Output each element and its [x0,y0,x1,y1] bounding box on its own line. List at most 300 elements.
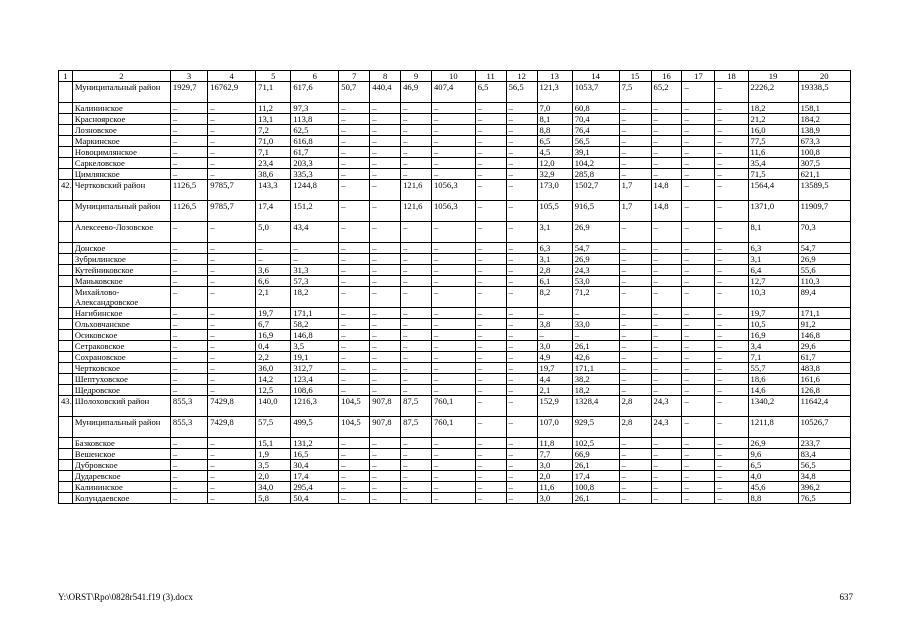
value-cell: – [682,287,715,308]
row-number-cell [59,158,73,169]
value-cell: – [401,471,432,482]
value-cell: 6,4 [748,265,798,276]
row-number-cell [59,276,73,287]
value-cell: 158,1 [798,103,850,114]
value-cell: – [715,265,748,276]
value-cell: – [475,265,506,276]
value-cell: 7,5 [619,82,651,103]
value-cell: 71,5 [748,169,798,180]
settlement-name-cell: Муниципальный район [72,417,170,438]
value-cell: – [401,136,432,147]
column-header: 19 [748,71,798,82]
row-number-cell [59,363,73,374]
value-cell: 11909,7 [798,201,850,222]
value-cell: – [682,471,715,482]
table-row [59,125,851,136]
value-cell: – [682,460,715,471]
value-cell: 171,1 [291,308,339,319]
value-cell: – [370,222,401,243]
settlement-name-cell: Муниципальный район [72,82,170,103]
value-cell: 6,3 [537,243,572,254]
settlement-name-cell: Шептуховское [72,374,170,385]
value-cell: – [208,385,256,396]
value-cell: 7,7 [537,449,572,460]
value-cell: – [682,385,715,396]
value-cell: 45,6 [748,482,798,493]
data-table-container [58,70,851,504]
settlement-name-cell: Чертковское [72,363,170,374]
value-cell: – [651,493,682,504]
value-cell: 8,8 [537,125,572,136]
table-body [59,71,851,504]
row-number-cell: 43. [59,396,73,417]
value-cell: – [370,482,401,493]
column-header: 4 [208,71,256,82]
table-row [59,460,851,471]
value-cell: – [339,471,370,482]
settlement-name-cell: Цимлянское [72,169,170,180]
value-cell: 24,3 [651,396,682,417]
value-cell: 56,5 [572,136,619,147]
value-cell: 295,4 [291,482,339,493]
value-cell: 2,8 [537,265,572,276]
settlement-name-cell: Лозновское [72,125,170,136]
value-cell: – [170,114,207,125]
value-cell: – [651,341,682,352]
value-cell: – [682,125,715,136]
row-number-cell [59,374,73,385]
value-cell: – [170,319,207,330]
table-row [59,308,851,319]
value-cell: – [475,308,506,319]
value-cell: 5,0 [256,222,291,243]
settlement-name-cell: Колундаевское [72,493,170,504]
value-cell: 907,8 [370,417,401,438]
value-cell: 7,2 [256,125,291,136]
value-cell: – [370,180,401,201]
settlement-name-cell: Вешенское [72,449,170,460]
settlement-name-cell: Калининское [72,103,170,114]
value-cell: – [682,493,715,504]
value-cell: – [401,438,432,449]
row-number-cell [59,287,73,308]
value-cell: – [475,222,506,243]
value-cell: 407,4 [432,82,476,103]
value-cell: – [682,449,715,460]
value-cell: 1328,4 [572,396,619,417]
value-cell: – [401,319,432,330]
value-cell: 285,8 [572,169,619,180]
value-cell: – [370,385,401,396]
value-cell: 1126,5 [170,180,207,201]
value-cell: 13,1 [256,114,291,125]
value-cell: – [339,103,370,114]
value-cell: – [715,169,748,180]
value-cell: – [619,493,651,504]
value-cell: – [715,493,748,504]
value-cell: – [651,169,682,180]
value-cell: 1502,7 [572,180,619,201]
value-cell: – [715,276,748,287]
table-row [59,222,851,243]
data-table [58,70,851,504]
settlement-name-cell: Шолоховский район [72,396,170,417]
value-cell: – [619,254,651,265]
value-cell: – [291,243,339,254]
value-cell: – [401,147,432,158]
value-cell: 55,7 [748,363,798,374]
settlement-name-cell: Саркеловское [72,158,170,169]
value-cell: – [370,438,401,449]
value-cell: – [401,385,432,396]
column-header: 9 [401,71,432,82]
value-cell: 1,7 [619,201,651,222]
row-number-cell [59,319,73,330]
table-row [59,417,851,438]
value-cell: – [432,114,476,125]
row-number-cell [59,147,73,158]
value-cell: – [208,449,256,460]
value-cell: 3,4 [748,341,798,352]
value-cell: – [537,330,572,341]
value-cell: – [339,158,370,169]
value-cell: 105,5 [537,201,572,222]
value-cell: 121,6 [401,180,432,201]
value-cell: – [432,243,476,254]
table-row [59,319,851,330]
value-cell: 18,6 [748,374,798,385]
value-cell: – [432,493,476,504]
value-cell: – [170,438,207,449]
column-header: 8 [370,71,401,82]
value-cell: 907,8 [370,396,401,417]
value-cell: – [208,482,256,493]
value-cell: – [619,363,651,374]
column-header: 10 [432,71,476,82]
value-cell: 21,2 [748,114,798,125]
value-cell: 6,1 [537,276,572,287]
value-cell: – [339,287,370,308]
value-cell: – [715,460,748,471]
value-cell: – [370,308,401,319]
value-cell: – [506,308,537,319]
value-cell: – [475,158,506,169]
value-cell: 1056,3 [432,180,476,201]
table-row [59,243,851,254]
value-cell: – [475,276,506,287]
value-cell: – [401,254,432,265]
value-cell: – [170,363,207,374]
footer-page-number: 637 [839,592,853,602]
value-cell: – [475,125,506,136]
value-cell: – [619,243,651,254]
value-cell: – [651,438,682,449]
value-cell: – [506,243,537,254]
value-cell: – [370,114,401,125]
value-cell: – [339,363,370,374]
value-cell: 26,1 [572,341,619,352]
value-cell: 171,1 [798,308,850,319]
value-cell: 17,4 [291,471,339,482]
value-cell: 10,3 [748,287,798,308]
value-cell: 56,5 [798,460,850,471]
value-cell: – [651,308,682,319]
row-number-cell [59,136,73,147]
value-cell: – [401,222,432,243]
value-cell: – [715,341,748,352]
value-cell: – [682,103,715,114]
value-cell: 34,8 [798,471,850,482]
value-cell: – [370,330,401,341]
value-cell: – [339,449,370,460]
column-header: 14 [572,71,619,82]
value-cell: – [170,276,207,287]
value-cell: 9,6 [748,449,798,460]
value-cell: – [682,114,715,125]
value-cell: – [682,330,715,341]
value-cell: 121,3 [537,82,572,103]
value-cell: 53,0 [572,276,619,287]
value-cell: – [432,222,476,243]
value-cell: – [208,243,256,254]
value-cell: 50,4 [291,493,339,504]
value-cell: – [715,243,748,254]
value-cell: – [208,352,256,363]
value-cell: – [170,385,207,396]
value-cell: – [682,374,715,385]
value-cell: 54,7 [572,243,619,254]
table-row [59,276,851,287]
value-cell: – [619,341,651,352]
value-cell: – [715,417,748,438]
value-cell: 83,4 [798,449,850,460]
value-cell: – [401,352,432,363]
value-cell: – [651,460,682,471]
value-cell: – [339,308,370,319]
settlement-name-cell: Щедровское [72,385,170,396]
value-cell: 5,8 [256,493,291,504]
value-cell: 8,8 [748,493,798,504]
value-cell: 673,3 [798,136,850,147]
value-cell: – [475,169,506,180]
value-cell: – [170,254,207,265]
value-cell: – [432,169,476,180]
value-cell: – [475,493,506,504]
row-number-cell [59,385,73,396]
value-cell: 62,5 [291,125,339,136]
value-cell: 6,5 [537,136,572,147]
value-cell: 100,8 [572,482,619,493]
value-cell: 929,5 [572,417,619,438]
value-cell: 26,9 [748,438,798,449]
value-cell: – [208,374,256,385]
value-cell: – [370,125,401,136]
value-cell: 4,5 [537,147,572,158]
value-cell: – [339,330,370,341]
value-cell: 7429,8 [208,417,256,438]
value-cell: – [370,265,401,276]
value-cell: 1244,8 [291,180,339,201]
value-cell: – [715,330,748,341]
value-cell: – [170,341,207,352]
value-cell: 16,5 [291,449,339,460]
value-cell: 12,7 [748,276,798,287]
value-cell: 24,3 [572,265,619,276]
value-cell: – [208,493,256,504]
value-cell: 24,3 [651,417,682,438]
value-cell: – [475,147,506,158]
value-cell: – [432,276,476,287]
value-cell: – [715,103,748,114]
value-cell: 152,9 [537,396,572,417]
value-cell: – [475,114,506,125]
value-cell: – [475,341,506,352]
value-cell: – [619,449,651,460]
settlement-name-cell: Муниципальный район [72,201,170,222]
value-cell: – [339,438,370,449]
column-header: 1 [59,71,73,82]
value-cell: – [208,363,256,374]
value-cell: 107,0 [537,417,572,438]
value-cell: 1371,0 [748,201,798,222]
value-cell: – [370,287,401,308]
value-cell: 9785,7 [208,201,256,222]
row-number-cell [59,103,73,114]
value-cell: – [715,136,748,147]
value-cell: – [339,352,370,363]
value-cell: – [475,363,506,374]
value-cell: 1211,8 [748,417,798,438]
value-cell: – [170,243,207,254]
value-cell: – [715,363,748,374]
value-cell: 71,0 [256,136,291,147]
value-cell: – [506,417,537,438]
value-cell: – [506,482,537,493]
value-cell: – [475,482,506,493]
value-cell: 146,8 [798,330,850,341]
value-cell: – [506,254,537,265]
value-cell: 7,1 [256,147,291,158]
value-cell: 30,4 [291,460,339,471]
value-cell: 1126,5 [170,201,207,222]
value-cell: – [475,201,506,222]
value-cell: 104,2 [572,158,619,169]
settlement-name-cell: Алексеево-Лозовское [72,222,170,243]
value-cell: – [370,493,401,504]
row-number-cell [59,493,73,504]
value-cell: – [619,169,651,180]
value-cell: 2,2 [256,352,291,363]
value-cell: – [291,254,339,265]
value-cell: 11,6 [537,482,572,493]
value-cell: – [506,265,537,276]
value-cell: – [715,482,748,493]
value-cell: 3,8 [537,319,572,330]
value-cell: 34,0 [256,482,291,493]
value-cell: – [715,396,748,417]
value-cell: 2,0 [256,471,291,482]
value-cell: – [619,103,651,114]
row-number-cell [59,471,73,482]
table-row [59,449,851,460]
value-cell: – [682,341,715,352]
row-number-cell [59,352,73,363]
value-cell: 38,2 [572,374,619,385]
value-cell: 184,2 [798,114,850,125]
value-cell: – [432,330,476,341]
value-cell: – [339,341,370,352]
value-cell: 66,9 [572,449,619,460]
row-number-cell [59,114,73,125]
value-cell: – [208,147,256,158]
column-header: 12 [506,71,537,82]
value-cell: – [170,330,207,341]
value-cell: – [170,265,207,276]
value-cell: 10526,7 [798,417,850,438]
value-cell: 46,9 [401,82,432,103]
value-cell: – [256,254,291,265]
value-cell: – [682,363,715,374]
table-row [59,438,851,449]
value-cell: 36,0 [256,363,291,374]
value-cell: 43,4 [291,222,339,243]
value-cell: 19,7 [748,308,798,319]
value-cell: – [572,330,619,341]
value-cell: – [208,103,256,114]
value-cell: 19338,5 [798,82,850,103]
table-row [59,114,851,125]
value-cell: – [432,385,476,396]
settlement-name-cell: Дударевское [72,471,170,482]
value-cell: – [619,385,651,396]
value-cell: – [208,287,256,308]
value-cell: – [432,438,476,449]
value-cell: – [619,330,651,341]
value-cell: 7,0 [537,103,572,114]
value-cell: – [432,308,476,319]
value-cell: 113,8 [291,114,339,125]
value-cell: – [619,352,651,363]
table-row [59,254,851,265]
value-cell: – [401,330,432,341]
value-cell: – [506,158,537,169]
value-cell: – [208,341,256,352]
table-row [59,158,851,169]
value-cell: – [208,125,256,136]
value-cell: 6,5 [475,82,506,103]
value-cell: – [475,449,506,460]
value-cell: 855,3 [170,396,207,417]
value-cell: – [715,319,748,330]
value-cell: – [619,276,651,287]
column-header: 2 [72,71,170,82]
value-cell: – [432,265,476,276]
value-cell: 70,3 [798,222,850,243]
value-cell: 8,1 [537,114,572,125]
value-cell: – [715,471,748,482]
value-cell: 42,6 [572,352,619,363]
value-cell: – [506,363,537,374]
value-cell: – [506,169,537,180]
settlement-name-cell: Кутейниковское [72,265,170,276]
value-cell: – [370,471,401,482]
row-number-cell: 42. [59,180,73,201]
value-cell: – [682,276,715,287]
value-cell: – [619,222,651,243]
column-header: 20 [798,71,850,82]
value-cell: 110,3 [798,276,850,287]
value-cell: 32,9 [537,169,572,180]
